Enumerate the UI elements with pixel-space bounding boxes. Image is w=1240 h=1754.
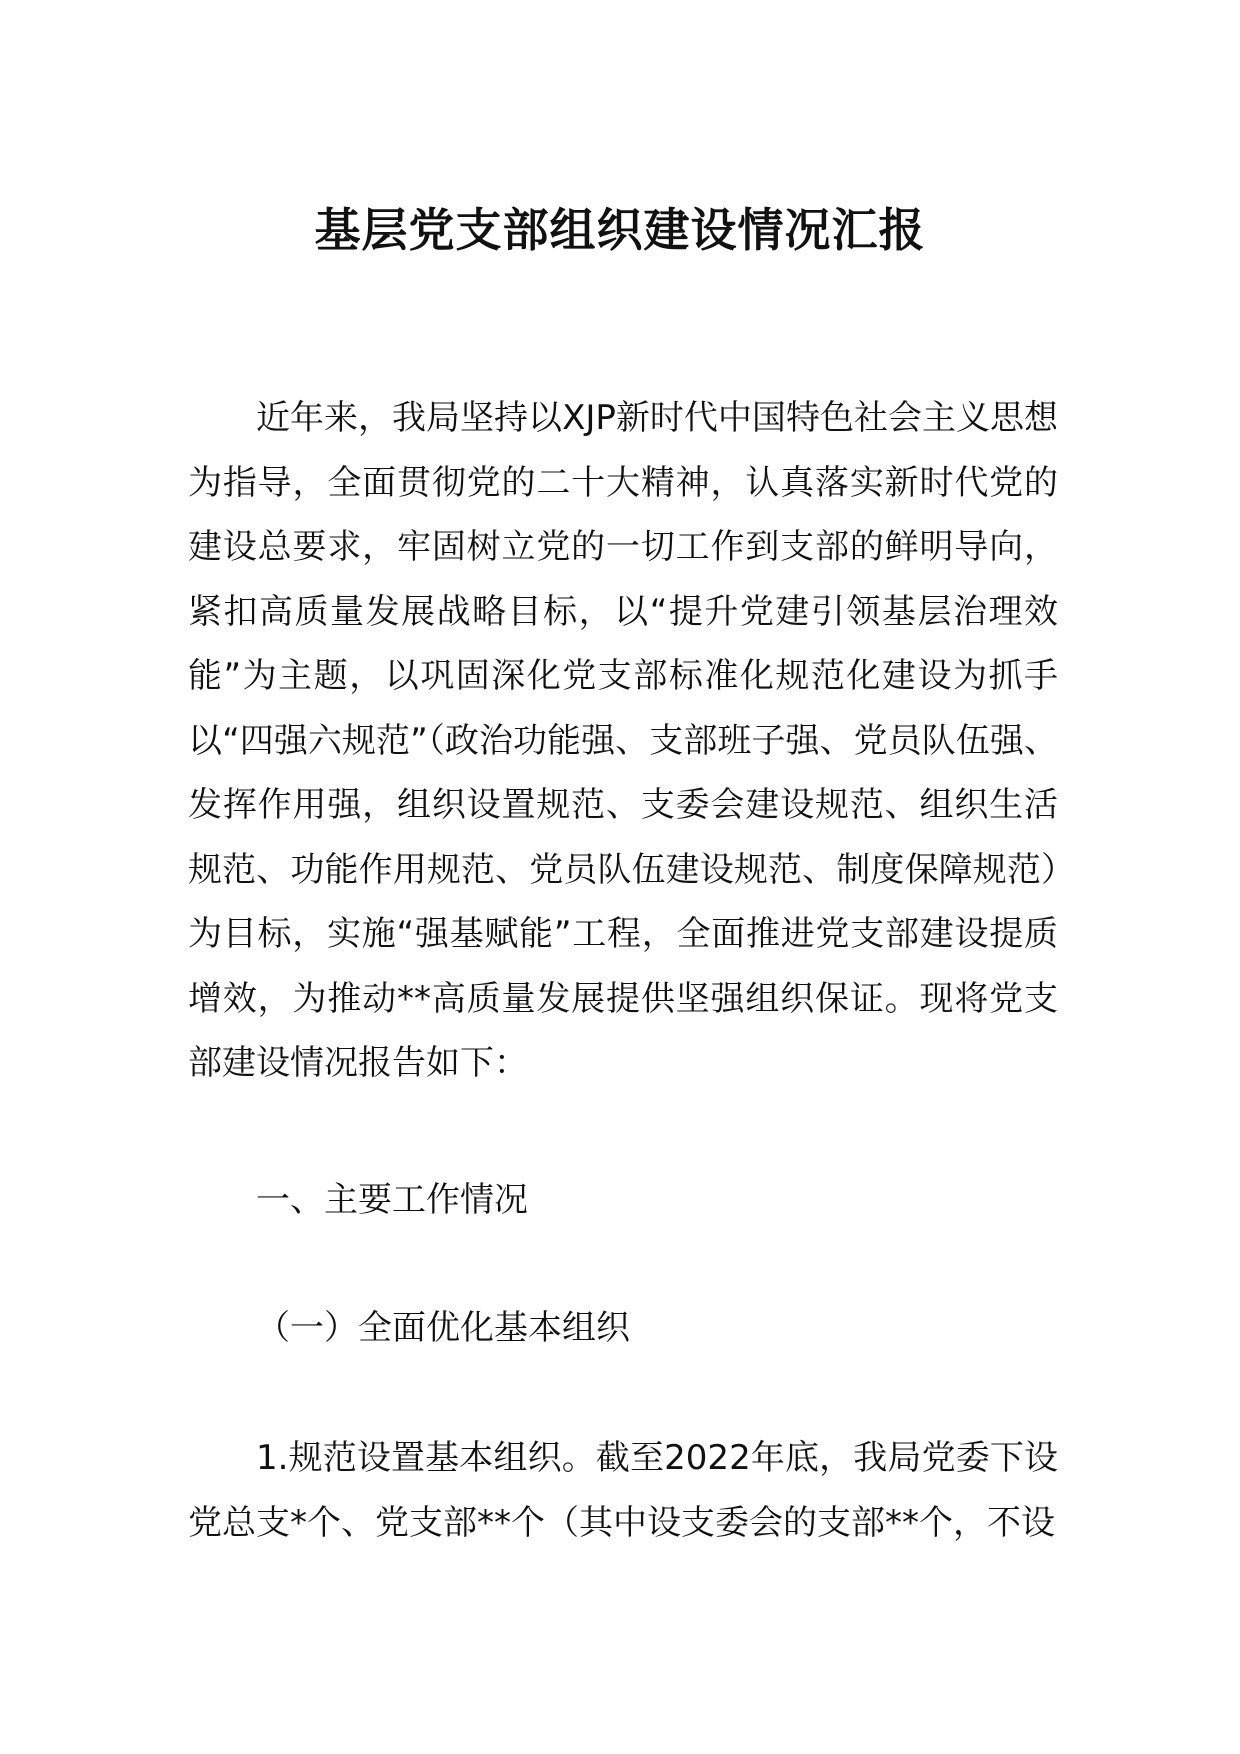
item-paragraph-1: 1.规范设置基本组织。截至2022年底，我局党委下设党总支*个、党支部**个（其中设支委会的支部**个，不设 xyxy=(188,1438,1058,1543)
subsection-heading-optimize-organization: （一）全面优化基本组织 xyxy=(256,1308,630,1348)
section-heading-main-work: 一、主要工作情况 xyxy=(256,1180,528,1220)
intro-paragraph: 近年来，我局坚持以XJP新时代中国特色社会主义思想为指导，全面贯彻党的二十大精神，认真落实新时代党的建设总要求，牢固树立党的一切工作到支部的鲜明导向，紧扣高质量发展战略目标，以“提升党建引领基层治理效能”为主题，以巩固深化党支部标准化规范化建设为抓手以“四强六规范”（政治功能强、支部班子强、党员队伍强、发挥作用强，组织设置规范、支委会建设规范、组织生活规范、功能作用规范、党员队伍建设规范、制度保障规范）为目标，实施“强基赋能”工程，全面推进党支部建设提质增效，为推动**高质量发展提供坚强组织保证。现将党支部建设情况报告如下： xyxy=(188,398,1058,1083)
document-title: 基层党支部组织建设情况汇报 xyxy=(314,203,926,257)
